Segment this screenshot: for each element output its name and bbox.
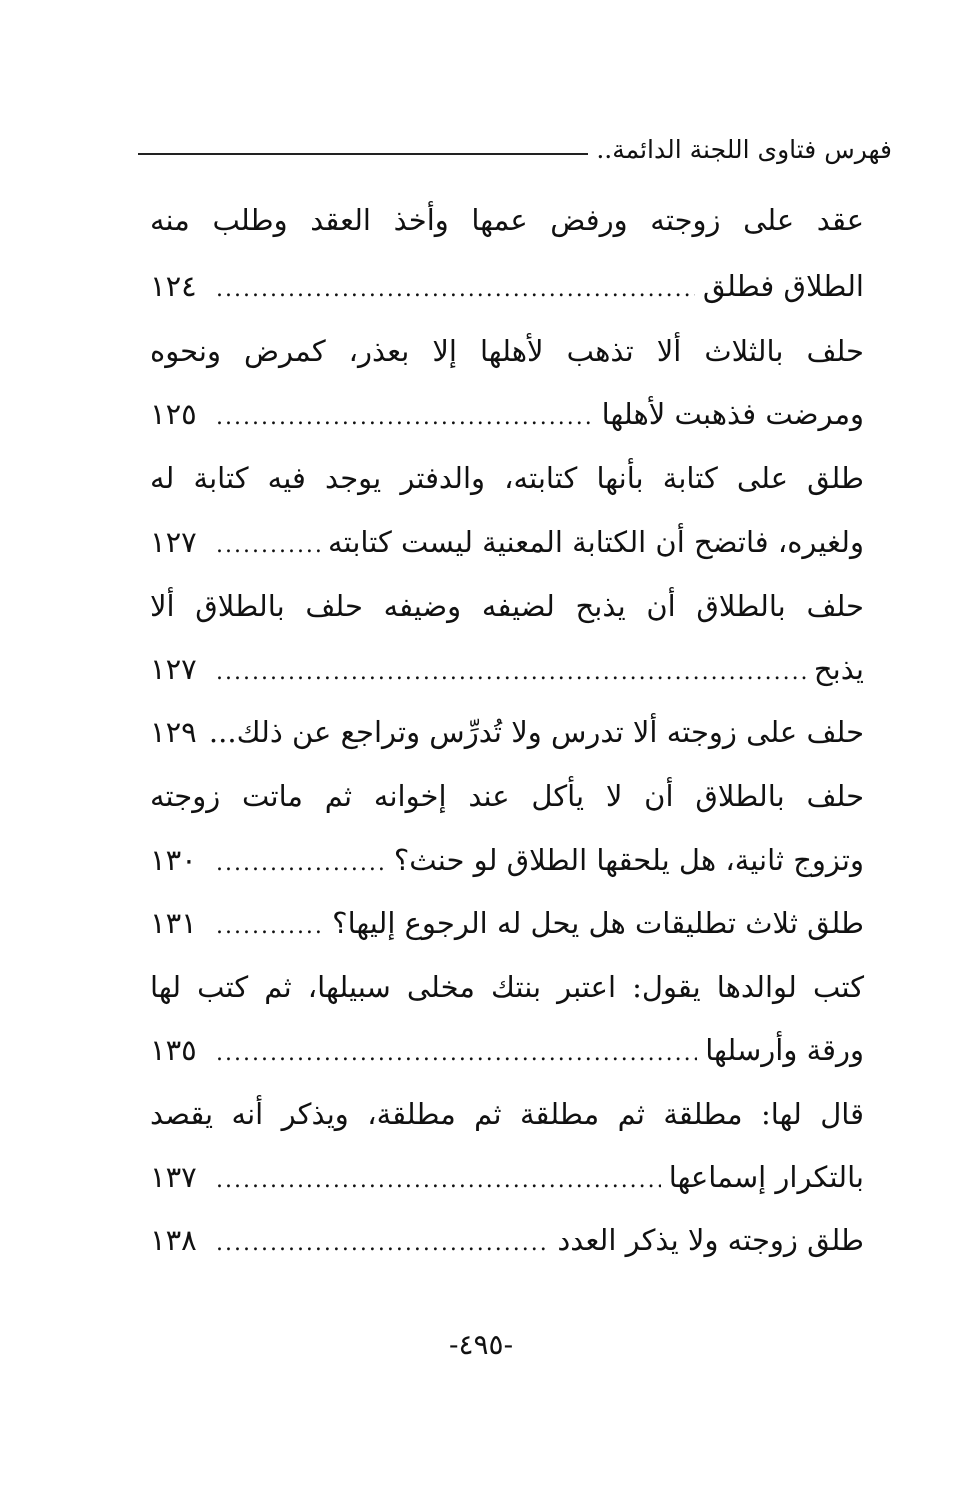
leader-dots (216, 1028, 697, 1080)
entry-text: ولغيره، فاتضح أن الكتابة المعنية ليست كتابته (328, 525, 864, 559)
index-line (150, 580, 864, 632)
index-line (150, 452, 864, 504)
index-line (150, 897, 864, 949)
entry-page-number: ١٢٥ (150, 397, 197, 431)
index-line (150, 388, 864, 440)
entry-text: وتزوج ثانية، هل يلحقها الطلاق لو حنث؟ (393, 843, 864, 877)
entry-page-number: ١٣٠ (150, 843, 197, 877)
entry-text: عقد على زوجته ورفض عمها وأخذ العقد وطلب منه (150, 203, 864, 237)
index-line (150, 1024, 864, 1076)
leader-dots (216, 1218, 549, 1270)
entry-text: حلف بالطلاق أن لا يأكل عند إخوانه ثم ماتت زوجته (150, 779, 864, 813)
entry-page-number: ١٣٨ (150, 1223, 197, 1257)
entry-page-number: ١٢٤ (150, 269, 197, 303)
entry-text: حلف بالثلاث ألا تذهب لأهلها إلا بعذر، كمرض ونحوه (150, 334, 864, 368)
index-line (150, 325, 864, 377)
index-line (150, 961, 864, 1013)
entry-text: طلق زوجته ولا يذكر العدد (557, 1223, 864, 1257)
entry-page-number: ١٣٧ (150, 1160, 197, 1194)
entry-text: ورقة وأرسلها (705, 1033, 864, 1067)
leader-dots (216, 647, 806, 699)
leader-dots (216, 838, 386, 890)
header-title: فهرس فتاوى اللجنة الدائمة.. (596, 134, 892, 164)
index-line (150, 194, 864, 246)
entry-text: حلف بالطلاق أن يذبح لضيفه وضيفه حلف بالطلاق ألا (150, 589, 864, 623)
index-line (150, 1088, 864, 1140)
leader-dots (216, 520, 320, 572)
entry-text: ومرضت فذهبت لأهلها (601, 397, 864, 431)
leader-dots (216, 264, 695, 316)
entry-page-number: ١٢٧ (150, 525, 197, 559)
entry-text: قال لها: مطلقة ثم مطلقة ثم مطلقة، ويذكر أنه يقصد (150, 1097, 864, 1131)
page-footer: -٤٩٥- (448, 1328, 514, 1361)
entry-text: كتب لوالدها يقول: اعتبر بنتك مخلى سبيلها، ثم كتب لها (150, 970, 864, 1004)
entry-text: طلق على كتابة بأنها كتابته، والدفتر يوجد فيه كتابة له (150, 461, 864, 495)
index-line (150, 1151, 864, 1203)
entry-page-number: ١٢٩ (150, 715, 197, 749)
entry-page-number: ١٣٥ (150, 1033, 197, 1067)
index-line (150, 643, 864, 695)
index-line (150, 770, 864, 822)
entry-text: حلف على زوجته ألا تدرس ولا تُدرِّس وتراجع عن ذلك... (208, 715, 864, 749)
index-line (150, 834, 864, 886)
leader-dots (216, 1155, 661, 1207)
entry-text: طلق ثلاث تطليقات هل يحل له الرجوع إليها؟ (332, 906, 864, 940)
index-line (150, 516, 864, 568)
entry-page-number: ١٢٧ (150, 652, 197, 686)
index-line (150, 706, 864, 758)
page-number: ٤٩٥ (458, 1328, 504, 1361)
index-line (150, 260, 864, 312)
leader-dots (216, 392, 594, 444)
entry-text: بالتكرار إسماعها (668, 1160, 864, 1194)
leader-dots (216, 901, 324, 953)
index-line (150, 1214, 864, 1266)
entry-text: الطلاق فطلق (702, 269, 864, 303)
entry-text: يذبح (813, 652, 864, 686)
entry-page-number: ١٣١ (150, 906, 197, 940)
